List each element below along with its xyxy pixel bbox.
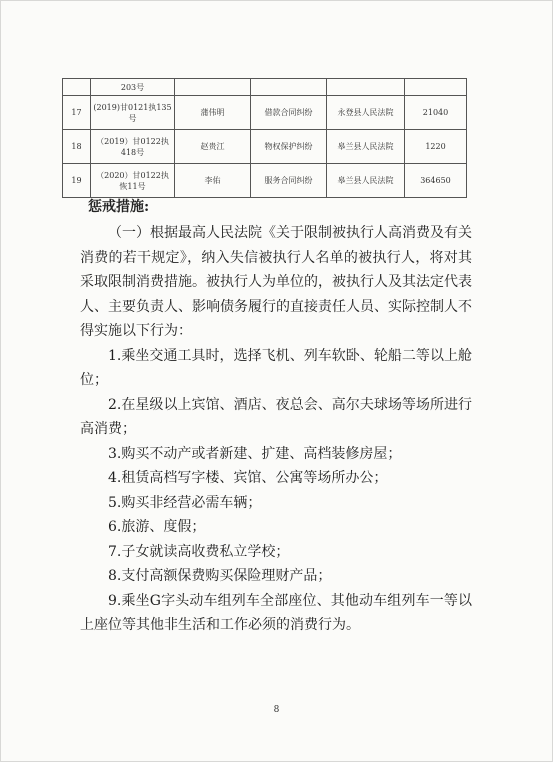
list-item: 8.支付高额保费购买保险理财产品； — [108, 568, 332, 584]
court-name: 皋兰县人民法院 — [327, 130, 405, 164]
case-cause: 服务合同纠纷 — [251, 164, 327, 198]
case-cause: 借款合同纠纷 — [251, 96, 327, 130]
amount: 1220 — [405, 130, 467, 164]
section-heading: 惩戒措施: — [88, 199, 150, 215]
case-number: 203号 — [91, 79, 175, 96]
court-name — [327, 79, 405, 96]
list-item: 5.购买非经营必需车辆； — [108, 494, 262, 511]
list-item: 4.租赁高档写字楼、宾馆、公寓等场所办公； — [108, 470, 388, 486]
case-cause: 物权保护纠纷 — [251, 130, 327, 164]
case-number: （2019）甘0122执418号 — [91, 130, 175, 164]
person-name: 赵贵江 — [175, 130, 251, 164]
case-number: （2020）甘0122执恢11号 — [91, 164, 175, 198]
row-number: 17 — [63, 96, 91, 130]
court-name: 皋兰县人民法院 — [327, 164, 405, 198]
amount: 364650 — [405, 164, 467, 198]
document-body — [80, 221, 472, 638]
amount — [405, 79, 467, 96]
list-item: 9.乘坐G字头动车组列车全部座位、其他动车组列车一等以上座位等其他非生活和工作必须的消费行为。 — [80, 592, 472, 633]
case-cause — [251, 79, 327, 96]
row-number: 19 — [63, 164, 91, 198]
court-name: 永登县人民法院 — [327, 96, 405, 130]
list-item: 6.旅游、度假； — [108, 519, 206, 535]
amount: 21040 — [405, 96, 467, 130]
table-row — [63, 96, 467, 130]
list-item: 1.乘坐交通工具时，选择飞机、列车软卧、轮船二等以上舱位； — [80, 347, 472, 388]
table-row — [63, 130, 467, 164]
row-number — [63, 79, 91, 96]
table-row — [63, 79, 467, 96]
table-row — [63, 164, 467, 198]
list-item: 7.子女就读高收费私立学校； — [108, 543, 290, 560]
case-number: (2019)甘0121执135号 — [91, 96, 175, 130]
page-number: 8 — [273, 705, 280, 715]
list-item: 2.在星级以上宾馆、酒店、夜总会、高尔夫球场等场所进行高消费； — [80, 396, 472, 437]
person-name: 蒲伟明 — [175, 96, 251, 130]
person-name: 李佑 — [175, 164, 251, 198]
row-number: 18 — [63, 130, 91, 164]
intro-paragraph: （一）根据最高人民法院《关于限制被执行人高消费及有关消费的若干规定》，纳入失信被执行人名单的被执行人，将对其采取限制消费措施。被执行人为单位的，被执行人及其法定代表人、主要负责人、影响债务履行的直接责任人员、实际控制人不得实施以下行为： — [80, 225, 472, 339]
person-name — [175, 79, 251, 96]
cases-table — [62, 78, 467, 198]
list-item: 3.购买不动产或者新建、扩建、高档装修房屋； — [108, 445, 402, 462]
